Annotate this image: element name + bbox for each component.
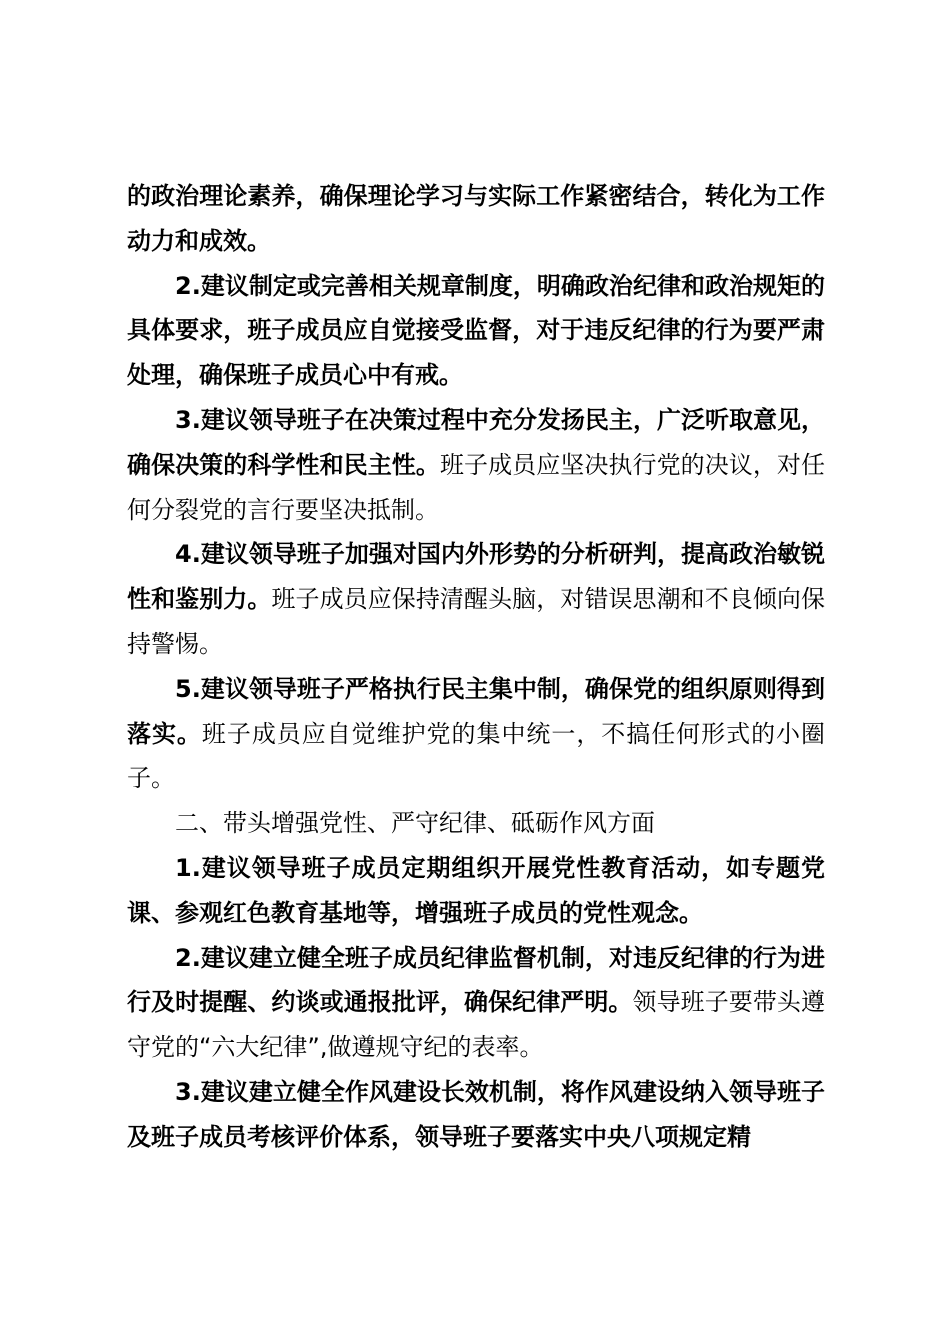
paragraph-item-4 bbox=[127, 532, 825, 666]
section-heading bbox=[127, 801, 825, 846]
bold-text: 的政治理论素养，确保理论学习与实际工作紧密结合，转化为工作动力和成效。 bbox=[127, 182, 825, 255]
bold-text: 4.建议领导班子加强对国内外形势的分析研判，提高政治敏锐性和鉴别力。 bbox=[127, 540, 825, 614]
bold-text: 3.建议领导班子在决策过程中充分发扬民主，广泛听取意见，确保决策的科学性和民主性。 bbox=[127, 405, 825, 479]
paragraph-item-1 bbox=[127, 846, 825, 936]
normal-text: 班子成员应保持清醒头脑，对错误思潮和不良倾向保持警惕。 bbox=[127, 585, 826, 658]
normal-text: 班子成员应坚决执行党的决议，对任何分裂党的言行要坚决抵制。 bbox=[127, 450, 826, 524]
paragraph-item-2 bbox=[127, 264, 825, 398]
normal-text: 领导班子要带头遵守党的“六大纪律”,做遵规守纪的表率。 bbox=[127, 988, 825, 1062]
normal-text: 班子成员应自觉维护党的集中统一，不搞任何形式的小圈子。 bbox=[127, 719, 825, 793]
paragraph-item-3 bbox=[127, 398, 825, 532]
normal-text: 二、带头增强党性、严守纪律、砥砺作风方面 bbox=[175, 809, 655, 838]
paragraph-continuation bbox=[127, 174, 825, 264]
paragraph-item-2b bbox=[127, 936, 825, 1070]
paragraph-item-5 bbox=[127, 667, 825, 801]
bold-text: 2.建议制定或完善相关规章制度，明确政治纪律和政治规矩的具体要求，班子成员应自觉接受监督，对于违反纪律的行为要严肃处理，确保班子成员心中有戒。 bbox=[127, 271, 825, 390]
bold-text: 5.建议领导班子严格执行民主集中制，确保党的组织原则得到落实。 bbox=[127, 674, 825, 748]
bold-text: 3.建议建立健全作风建设长效机制，将作风建设纳入领导班子及班子成员考核评价体系，领导班子要落实中央八项规定精 bbox=[127, 1077, 825, 1151]
document-page bbox=[127, 174, 825, 1160]
bold-text: 1.建议领导班子成员定期组织开展党性教育活动，如专题党课、参观红色教育基地等，增强班子成员的党性观念。 bbox=[127, 853, 825, 927]
paragraph-item-3b bbox=[127, 1070, 825, 1160]
bold-text: 2.建议建立健全班子成员纪律监督机制，对违反纪律的行为进行及时提醒、约谈或通报批评，确保纪律严明。 bbox=[127, 943, 825, 1017]
